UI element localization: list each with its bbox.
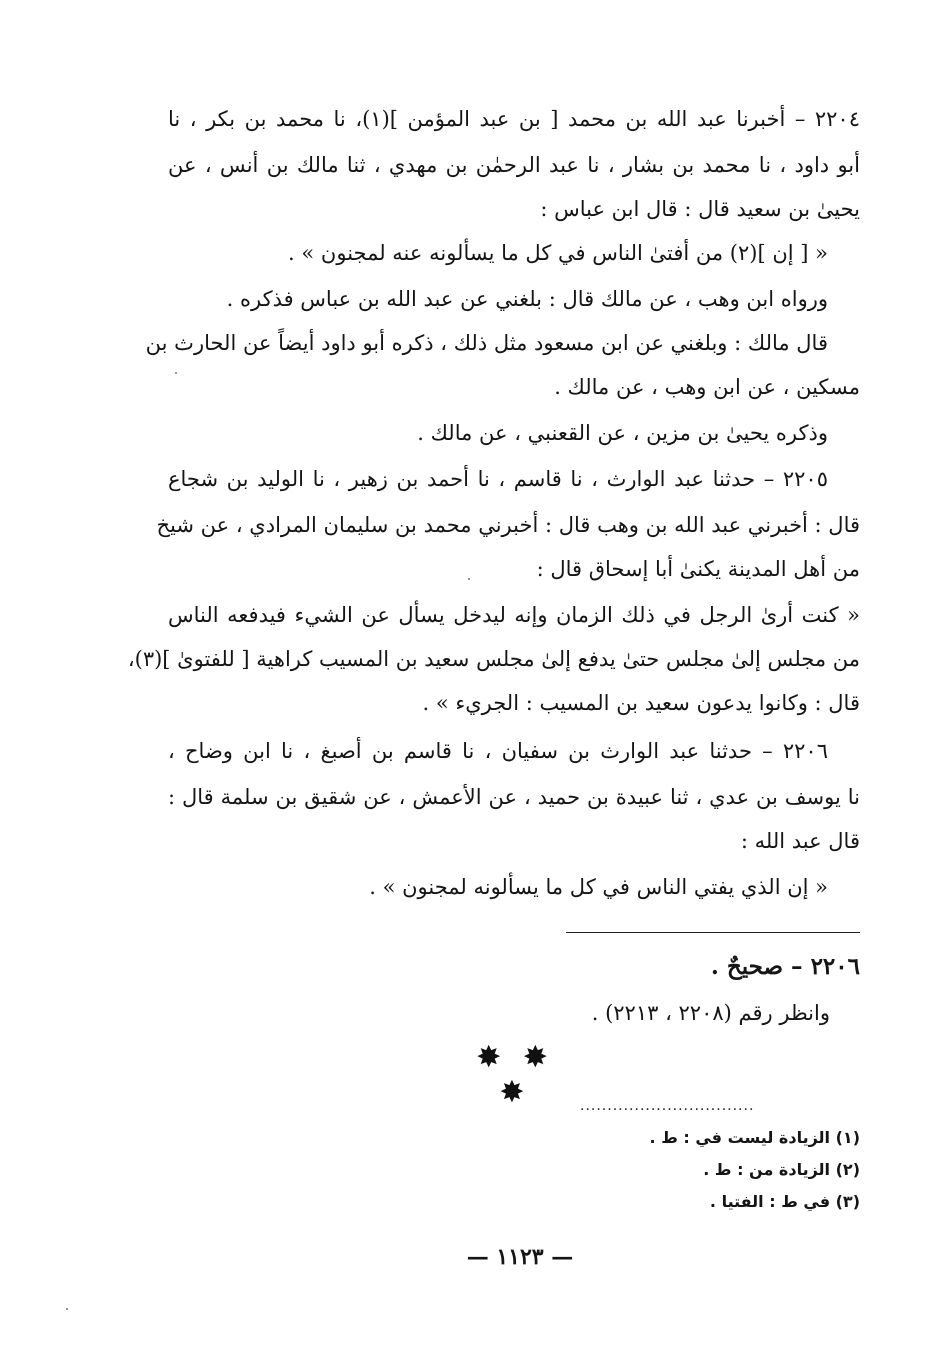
scan-speck — [468, 578, 470, 580]
hadith-2206-line-2: نا يوسف بن عدي ، ثنا عبيدة بن حميد ، عن الأعمش ، عن شقيق بن سلمة قال : — [168, 785, 860, 809]
hadith-2204-line-8: وذكره يحيىٰ بن مزين ، عن القعنبي ، عن مالك . — [417, 421, 828, 445]
scan-speck — [66, 1308, 68, 1310]
hadith-2204-line-3: يحيىٰ بن سعيد قال : قال ابن عباس : — [540, 197, 860, 221]
hadith-2204-line-7: مسكين ، عن ابن وهب ، عن مالك . — [554, 375, 860, 399]
hadith-2205-quote-line-1: « كنت أرىٰ الرجل في ذلك الزمان وإنه ليدخل يسأل عن الشيء فيدفعه الناس — [168, 603, 860, 627]
page-number: — ١١٢٣ — — [466, 1244, 574, 1270]
hadith-2204-quote: « [ إن ](٢) من أفتىٰ الناس في كل ما يسألونه عنه لمجنون » . — [288, 241, 828, 265]
section-separator: ✸ ✸ ✸ — [476, 1040, 554, 1110]
grading-reference: وانظر رقم (٢٢٠٨ ، ٢٢١٣) . — [591, 1001, 830, 1025]
footnote-1: (١) الزيادة ليست في : ط . — [649, 1128, 860, 1147]
hadith-2205-quote-line-2: من مجلس إلىٰ مجلس حتىٰ يدفع إلىٰ مجلس سعيد بن المسيب كراهية [ للفتوىٰ ](٣)، — [127, 647, 860, 671]
hadith-2204-line-2: أبو داود ، نا محمد بن بشار ، نا عبد الرحمٰن بن مهدي ، ثنا مالك بن أنس ، عن — [168, 153, 860, 177]
footnote-divider: ................................ — [580, 1098, 755, 1114]
hadith-2205-line-1: ٢٢٠٥ – حدثنا عبد الوارث ، نا قاسم ، نا أحمد بن زهير ، نا الوليد بن شجاع — [168, 467, 828, 491]
hadith-2206-quote: « إن الذي يفتي الناس في كل ما يسألونه لمجنون » . — [369, 875, 828, 899]
grading-title: ٢٢٠٦ – صحيحٌ . — [710, 953, 860, 980]
hadith-2206-line-3: قال عبد الله : — [740, 829, 860, 853]
scan-speck — [175, 372, 177, 374]
hadith-2204-line-6: قال مالك : وبلغني عن ابن مسعود مثل ذلك ، ذكره أبو داود أيضاً عن الحارث بن — [145, 331, 828, 355]
footnote-3: (٣) في ط : الفتيا . — [709, 1192, 860, 1211]
hadith-2204-line-1: ٢٢٠٤ – أخبرنا عبد الله بن محمد [ بن عبد المؤمن ](١)، نا محمد بن بكر ، نا — [168, 107, 860, 131]
hadith-2205-quote-line-3: قال : وكانوا يدعون سعيد بن المسيب : الجريء » . — [422, 691, 860, 715]
hadith-2205-line-3: من أهل المدينة يكنىٰ أبا إسحاق قال : — [536, 557, 860, 581]
grading-divider — [566, 932, 860, 933]
footnote-2: (٢) الزيادة من : ط . — [703, 1160, 860, 1179]
hadith-2206-line-1: ٢٢٠٦ – حدثنا عبد الوارث بن سفيان ، نا قاسم بن أصبغ ، نا ابن وضاح ، — [168, 739, 828, 763]
hadith-2204-line-5: ورواه ابن وهب ، عن مالك قال : بلغني عن عبد الله بن عباس فذكره . — [226, 287, 828, 311]
hadith-2205-line-2: قال : أخبرني عبد الله بن وهب قال : أخبرني محمد بن سليمان المرادي ، عن شيخ — [156, 513, 860, 537]
